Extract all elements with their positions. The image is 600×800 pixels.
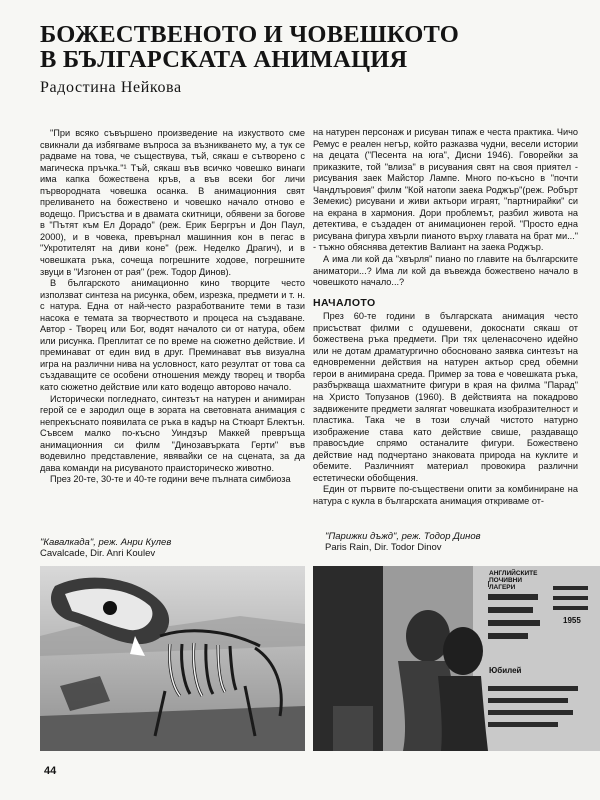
section-heading: НАЧАЛОТО bbox=[313, 296, 376, 309]
title-line-2: В БЪЛГАРСКАТА АНИМАЦИЯ bbox=[40, 46, 408, 73]
newspaper-year: 1955 bbox=[563, 616, 581, 625]
cavalcade-still-image bbox=[40, 566, 305, 751]
paragraph: А има ли кой да "хвърля" пиано по главите на българските аниматори...? Има ли кой да въвежда божествено начало в човешкото начало...? bbox=[313, 254, 578, 288]
article-title bbox=[40, 22, 560, 72]
paragraph: В българското анимационно кино творците често използват синтеза на рисунка, обем, изрезка, предмети и т. н. с натура. Една от най-честo разработваните теми в тази насока е темата за творчеството и процеса на създаване. Автор - Творец или Бог, водят началото си от натура, обем или рисунка. Преплитат се по време на сюжетно действие. И преминават от един вид в друг. Преминават във визуална игра на различни нива на условност, като резултат от това са създаващите се особени отношения между творец и творба като сюжетно действие или като водещо авторово начало. bbox=[40, 278, 305, 393]
newspaper-wall-illustration bbox=[313, 566, 600, 751]
right-text-column bbox=[313, 127, 578, 525]
paragraph: "При всяко съвършено произведение на изкуството сме свикнали да избягваме въпроса за възникването му, а тук се радваме на това, че съществува, тъй, сякаш е сътворено с магическа пръчка."¹ Тъй, сякаш във всичко човешко винаги има капка божествена кръв, а във всеки бог личи първородната човешка осанка. В анимационния свят преливането на божествено и човешко начало отново е водещо. Присъства и в двамата скитници, обявени за богове в "Пътят към Ел Дорадо" (реж. Ерик Бергрън и Дон Паул, 2000), и в човека, превърнал машинния кон в пегас в "Укротителят на диви коне" (реж. Неделко Драгич), и в човешката ръка, сочеща погрешните ходове, погрешните звуци в "Изгонен от рая" (реж. Тодор Динов). bbox=[40, 128, 305, 277]
caption-english: Cavalcade, Dir. Anri Koulev bbox=[40, 548, 156, 559]
paris-rain-still-image bbox=[313, 566, 600, 751]
paragraph: на натурен персонаж и рисуван типаж е честа практика. Чичо Ремус е реален негър, който разказва чудни, весели истории на децата ("Песента на юга", Дисни 1946). Говорейки за приказките, той "влиза" в рисувания свят на своя приятел - рисувания заек Майстор Лампе. Много по-късно в "почти Чандлъровия" филм "Кой натопи заека Роджър"(реж. Робърт Земекис) рисувани и живи актьори играят, "партнирайки" си на екрана в хармония. Дори проблемът, разбил живота на детектива, е създаден от анимационен герой. "Просто една рисувана фигура хвърли пианото върху главата на брат ми..." - тъжно обяснява детектив Валиант на заека Роджър. bbox=[313, 127, 578, 253]
paragraph: През 60-те години в българската анимация често присъстват филми с одушевени, докоснати сякаш от божествена ръка предмети. При тях целенасочено идейно или не дотам драматургично обосновано заявка синтезът на едновременни действия на натурен актьор сред обемни герои в анимирана среда. Пример за това е човешката ръка, разбъркваща шахматните фигури в края на филма "Парад" на Христо Топузанов (1960). В действията на покадрово задвижените предмети залягат човешката изобразителност и пластика. Така че в този случай чистото натурно изображение става като действие свише, раздаващо правосъдие спрямо останалите фигури. Божествено действие над подчертано знаковата природа на куклите и обемите. Различният материал провокира различни естетически обобщения. bbox=[313, 311, 578, 483]
skeleton-horse-illustration bbox=[40, 566, 305, 751]
newspaper-snippet: Юбилей bbox=[489, 666, 522, 675]
caption-bulgarian: "Парижки дъжд", реж. Тодор Динов bbox=[325, 531, 481, 542]
caption-bulgarian: "Кавалкада", реж. Анри Кулев bbox=[40, 537, 172, 548]
paragraph: През 20-те, 30-те и 40-те години вече пълната симбиоза bbox=[50, 474, 291, 485]
left-text-column bbox=[40, 128, 305, 534]
caption-english: Paris Rain, Dir. Todor Dinov bbox=[325, 542, 442, 553]
left-photo-caption bbox=[40, 537, 171, 559]
article-author: Радостина Нейкова bbox=[40, 79, 182, 96]
paragraph: Исторически погледнато, синтезът на натурен и анимиран герой се е зародил още в зората на световната анимация с непрекъснато появилата се ръка в кадър на Стюарт Блектън. Съвсем малко по-късно Уиндзър Маккей превръща анимационния си филм "Динозавърката Герти" във водевилно представление, явявайки се на сцената, за да дава команди на рисуваното праисторическо животно. bbox=[40, 393, 305, 473]
page-number: 44 bbox=[44, 765, 57, 777]
right-photo-caption bbox=[325, 531, 481, 553]
paragraph: Един от първите по-съществени опити за комбиниране на натура с кукла в българската анимация откриваме от- bbox=[313, 484, 578, 506]
title-line-1: БОЖЕСТВЕНОТО И ЧОВЕШКОТО bbox=[40, 21, 459, 48]
newspaper-headline: АНГЛИЙСКИТЕ ПОЧИВНИ ЛАГЕРИ bbox=[489, 570, 549, 591]
